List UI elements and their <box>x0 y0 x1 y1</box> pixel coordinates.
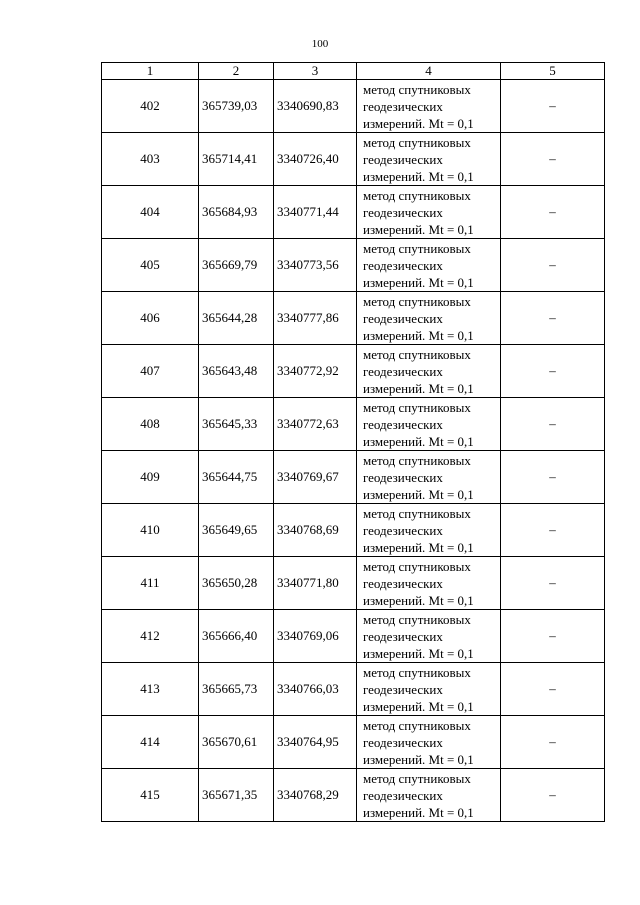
method-cell: метод спутниковых геодезических измерений. Mt = 0,1 <box>357 663 501 716</box>
note-cell: – <box>501 292 605 345</box>
point-number-cell: 407 <box>102 345 199 398</box>
y-coordinate-cell: 3340766,03 <box>274 663 357 716</box>
table-row <box>102 292 605 345</box>
note-cell: – <box>501 557 605 610</box>
method-cell: метод спутниковых геодезических измерений. Mt = 0,1 <box>357 345 501 398</box>
table-row <box>102 133 605 186</box>
point-number-cell: 415 <box>102 769 199 822</box>
point-number-cell: 403 <box>102 133 199 186</box>
page-number: 100 <box>311 38 329 50</box>
note-cell: – <box>501 133 605 186</box>
table-row <box>102 451 605 504</box>
table-row <box>102 398 605 451</box>
y-coordinate-cell: 3340771,80 <box>274 557 357 610</box>
table-row <box>102 504 605 557</box>
method-cell: метод спутниковых геодезических измерений. Mt = 0,1 <box>357 769 501 822</box>
table-row <box>102 769 605 822</box>
note-cell: – <box>501 80 605 133</box>
x-coordinate-cell: 365684,93 <box>199 186 274 239</box>
note-cell: – <box>501 663 605 716</box>
point-number-cell: 412 <box>102 610 199 663</box>
coordinates-table-body <box>102 63 605 822</box>
method-cell: метод спутниковых геодезических измерений. Mt = 0,1 <box>357 610 501 663</box>
note-cell: – <box>501 451 605 504</box>
point-number-cell: 409 <box>102 451 199 504</box>
y-coordinate-cell: 3340771,44 <box>274 186 357 239</box>
point-number-cell: 404 <box>102 186 199 239</box>
header-cell: 1 <box>102 63 199 80</box>
y-coordinate-cell: 3340769,67 <box>274 451 357 504</box>
y-coordinate-cell: 3340764,95 <box>274 716 357 769</box>
y-coordinate-cell: 3340769,06 <box>274 610 357 663</box>
header-cell: 5 <box>501 63 605 80</box>
table-row <box>102 557 605 610</box>
point-number-cell: 402 <box>102 80 199 133</box>
y-coordinate-cell: 3340773,56 <box>274 239 357 292</box>
table-row <box>102 610 605 663</box>
y-coordinate-cell: 3340690,83 <box>274 80 357 133</box>
x-coordinate-cell: 365645,33 <box>199 398 274 451</box>
y-coordinate-cell: 3340777,86 <box>274 292 357 345</box>
method-cell: метод спутниковых геодезических измерений. Mt = 0,1 <box>357 80 501 133</box>
x-coordinate-cell: 365666,40 <box>199 610 274 663</box>
point-number-cell: 414 <box>102 716 199 769</box>
y-coordinate-cell: 3340772,63 <box>274 398 357 451</box>
x-coordinate-cell: 365671,35 <box>199 769 274 822</box>
x-coordinate-cell: 365649,65 <box>199 504 274 557</box>
x-coordinate-cell: 365739,03 <box>199 80 274 133</box>
x-coordinate-cell: 365644,28 <box>199 292 274 345</box>
y-coordinate-cell: 3340726,40 <box>274 133 357 186</box>
point-number-cell: 413 <box>102 663 199 716</box>
x-coordinate-cell: 365714,41 <box>199 133 274 186</box>
x-coordinate-cell: 365650,28 <box>199 557 274 610</box>
method-cell: метод спутниковых геодезических измерений. Mt = 0,1 <box>357 239 501 292</box>
y-coordinate-cell: 3340768,69 <box>274 504 357 557</box>
method-cell: метод спутниковых геодезических измерений. Mt = 0,1 <box>357 557 501 610</box>
table-row <box>102 80 605 133</box>
point-number-cell: 408 <box>102 398 199 451</box>
point-number-cell: 406 <box>102 292 199 345</box>
point-number-cell: 411 <box>102 557 199 610</box>
header-cell: 4 <box>357 63 501 80</box>
note-cell: – <box>501 345 605 398</box>
table-row <box>102 716 605 769</box>
method-cell: метод спутниковых геодезических измерений. Mt = 0,1 <box>357 504 501 557</box>
method-cell: метод спутниковых геодезических измерений. Mt = 0,1 <box>357 451 501 504</box>
method-cell: метод спутниковых геодезических измерений. Mt = 0,1 <box>357 716 501 769</box>
note-cell: – <box>501 186 605 239</box>
table-row <box>102 663 605 716</box>
x-coordinate-cell: 365670,61 <box>199 716 274 769</box>
point-number-cell: 410 <box>102 504 199 557</box>
note-cell: – <box>501 716 605 769</box>
table-row <box>102 239 605 292</box>
x-coordinate-cell: 365643,48 <box>199 345 274 398</box>
point-number-cell: 405 <box>102 239 199 292</box>
method-cell: метод спутниковых геодезических измерений. Mt = 0,1 <box>357 186 501 239</box>
x-coordinate-cell: 365669,79 <box>199 239 274 292</box>
header-cell: 3 <box>274 63 357 80</box>
method-cell: метод спутниковых геодезических измерений. Mt = 0,1 <box>357 133 501 186</box>
note-cell: – <box>501 398 605 451</box>
coordinates-table <box>101 62 605 822</box>
x-coordinate-cell: 365665,73 <box>199 663 274 716</box>
table-header-row <box>102 63 605 80</box>
note-cell: – <box>501 610 605 663</box>
method-cell: метод спутниковых геодезических измерений. Mt = 0,1 <box>357 398 501 451</box>
table-row <box>102 345 605 398</box>
header-cell: 2 <box>199 63 274 80</box>
note-cell: – <box>501 769 605 822</box>
y-coordinate-cell: 3340768,29 <box>274 769 357 822</box>
x-coordinate-cell: 365644,75 <box>199 451 274 504</box>
method-cell: метод спутниковых геодезических измерений. Mt = 0,1 <box>357 292 501 345</box>
y-coordinate-cell: 3340772,92 <box>274 345 357 398</box>
note-cell: – <box>501 504 605 557</box>
table-row <box>102 186 605 239</box>
note-cell: – <box>501 239 605 292</box>
